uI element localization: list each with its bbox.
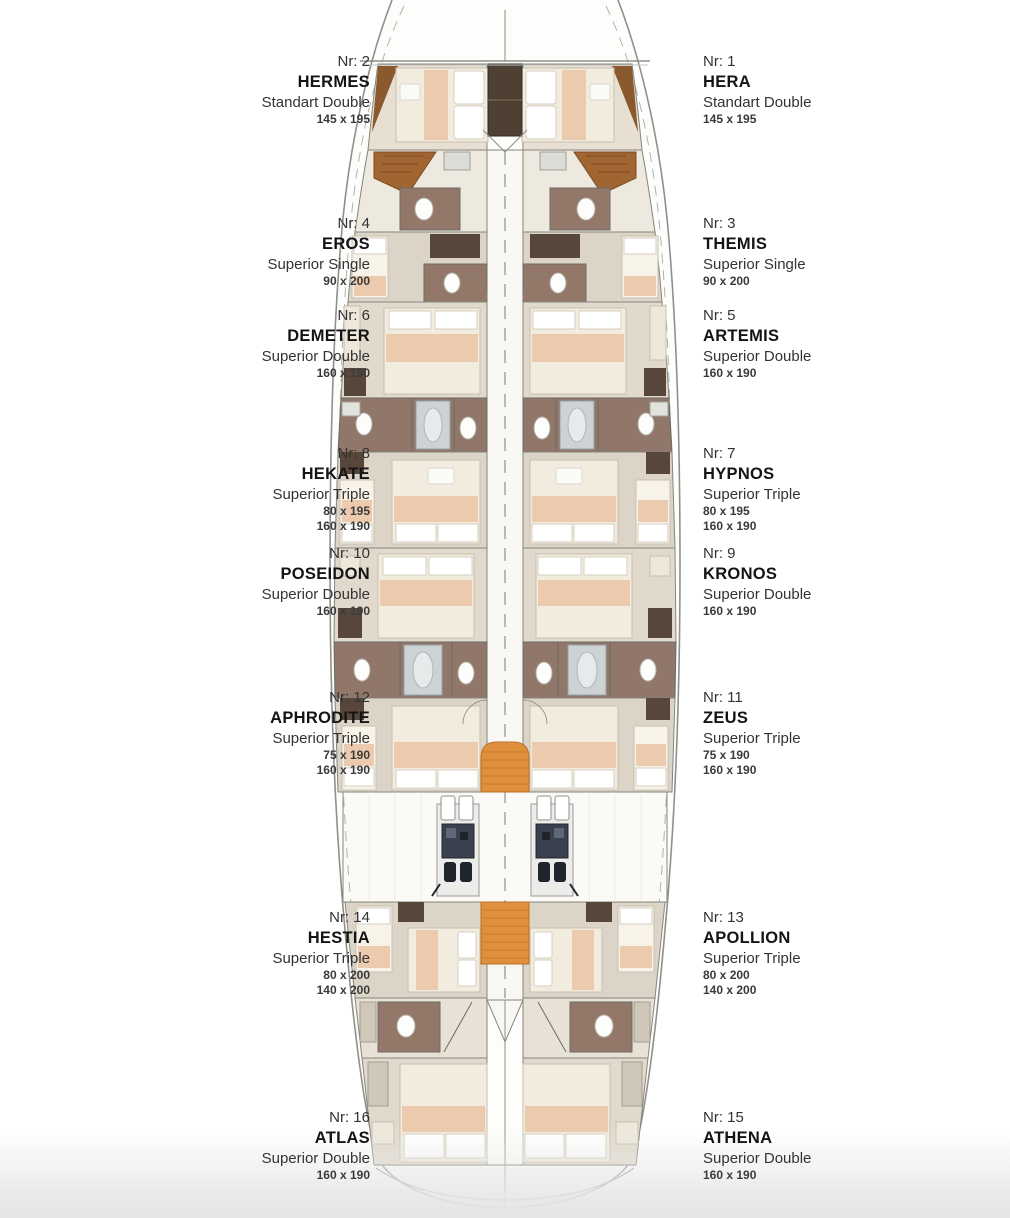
cabin-name: ARTEMIS: [703, 327, 780, 345]
cabin-name: HYPNOS: [703, 465, 775, 483]
bed-size: 160 x 190: [316, 366, 370, 380]
cabin-name: HERMES: [297, 73, 370, 91]
cabin-label-2: [140, 52, 370, 127]
bed-size: 145 x 195: [703, 112, 757, 126]
cabin-number: Nr: 7: [703, 445, 736, 462]
cabin-number: Nr: 1: [703, 53, 736, 70]
cabin-number: Nr: 15: [703, 1109, 744, 1126]
bed-size: 140 x 200: [703, 983, 757, 997]
cabin-number: Nr: 12: [329, 689, 370, 706]
cabin-name: THEMIS: [703, 235, 768, 253]
cabin-label-1: [703, 52, 933, 127]
bed-size: 140 x 200: [316, 983, 370, 997]
bed-size: 80 x 200: [703, 968, 750, 982]
cabin-type: Superior Triple: [703, 730, 801, 747]
cabin-label-12: [140, 688, 370, 778]
cabin-number: Nr: 5: [703, 307, 736, 324]
cabin-name: ATHENA: [703, 1129, 773, 1147]
cabin-type: Superior Triple: [272, 486, 370, 503]
cabin-name: HERA: [703, 73, 751, 91]
cabin-label-15: [703, 1108, 933, 1183]
cabin-name: EROS: [322, 235, 370, 253]
cabin-type: Superior Triple: [703, 486, 801, 503]
stairs-icon: [481, 902, 529, 964]
cabin-type: Superior Double: [703, 586, 812, 603]
bed-size: 160 x 190: [316, 763, 370, 777]
cabin-number: Nr: 2: [337, 53, 370, 70]
cabin-number: Nr: 10: [329, 545, 370, 562]
bed-size: 90 x 200: [703, 274, 750, 288]
cabin-name: DEMETER: [287, 327, 370, 345]
cabin-label-5: [703, 306, 933, 381]
cabin-name: KRONOS: [703, 565, 778, 583]
cabin-name: HEKATE: [301, 465, 370, 483]
cabin-number: Nr: 8: [337, 445, 370, 462]
cabin-label-14: [140, 908, 370, 998]
cabin-type: Superior Triple: [272, 730, 370, 747]
cabin-name: ZEUS: [703, 709, 749, 727]
cabin-number: Nr: 9: [703, 545, 736, 562]
cabin-number: Nr: 13: [703, 909, 744, 926]
cabin-type: Superior Single: [703, 256, 806, 273]
cabin-label-9: [703, 544, 933, 619]
cabin-name: HESTIA: [307, 929, 370, 947]
bed-size: 160 x 190: [703, 604, 757, 618]
cabin-type: Superior Double: [261, 348, 370, 365]
cabin-label-4: [140, 214, 370, 289]
cabin-type: Superior Double: [703, 348, 812, 365]
cabin-number: Nr: 6: [337, 307, 370, 324]
cabin-label-7: [703, 444, 933, 534]
cabin-number: Nr: 14: [329, 909, 370, 926]
bed-size: 75 x 190: [703, 748, 750, 762]
bed-size: 160 x 190: [316, 604, 370, 618]
cabin-label-11: [703, 688, 933, 778]
cabin-number: Nr: 4: [337, 215, 370, 232]
bed-size: 160 x 190: [703, 1168, 757, 1182]
bed-size: 160 x 190: [316, 519, 370, 533]
bow-divider-wardrobe: [488, 64, 522, 136]
bed-size: 80 x 200: [323, 968, 370, 982]
bed-size: 80 x 195: [703, 504, 750, 518]
bed-size: 90 x 200: [323, 274, 370, 288]
cabin-type: Superior Triple: [703, 950, 801, 967]
cabin-number: Nr: 3: [703, 215, 736, 232]
stairs-icon: [481, 742, 529, 792]
cabin-type: Superior Triple: [272, 950, 370, 967]
cabin-label-10: [140, 544, 370, 619]
cabin-type: Superior Double: [261, 1150, 370, 1167]
bed-size: 160 x 190: [703, 366, 757, 380]
cabin-number: Nr: 16: [329, 1109, 370, 1126]
bed-size: 145 x 195: [316, 112, 370, 126]
cabin-name: APOLLION: [703, 929, 791, 947]
bed-size: 160 x 190: [316, 1168, 370, 1182]
cabin-type: Superior Double: [703, 1150, 812, 1167]
cabin-type: Superior Single: [267, 256, 370, 273]
cabin-name: APHRODITE: [270, 709, 370, 727]
cabin-type: Superior Double: [261, 586, 370, 603]
cabin-label-3: [703, 214, 933, 289]
bed-size: 75 x 190: [323, 748, 370, 762]
cabin-label-8: [140, 444, 370, 534]
bed-size: 160 x 190: [703, 519, 757, 533]
bed-size: 160 x 190: [703, 763, 757, 777]
cabin-label-6: [140, 306, 370, 381]
cabin-name: ATLAS: [314, 1129, 370, 1147]
cabin-name: POSEIDON: [280, 565, 370, 583]
cabin-type: Standart Double: [261, 94, 370, 111]
cabin-number: Nr: 11: [703, 689, 743, 706]
bed-size: 80 x 195: [323, 504, 370, 518]
cabin-type: Standart Double: [703, 94, 812, 111]
cabin-label-13: [703, 908, 933, 998]
cabin-label-16: [140, 1108, 370, 1183]
